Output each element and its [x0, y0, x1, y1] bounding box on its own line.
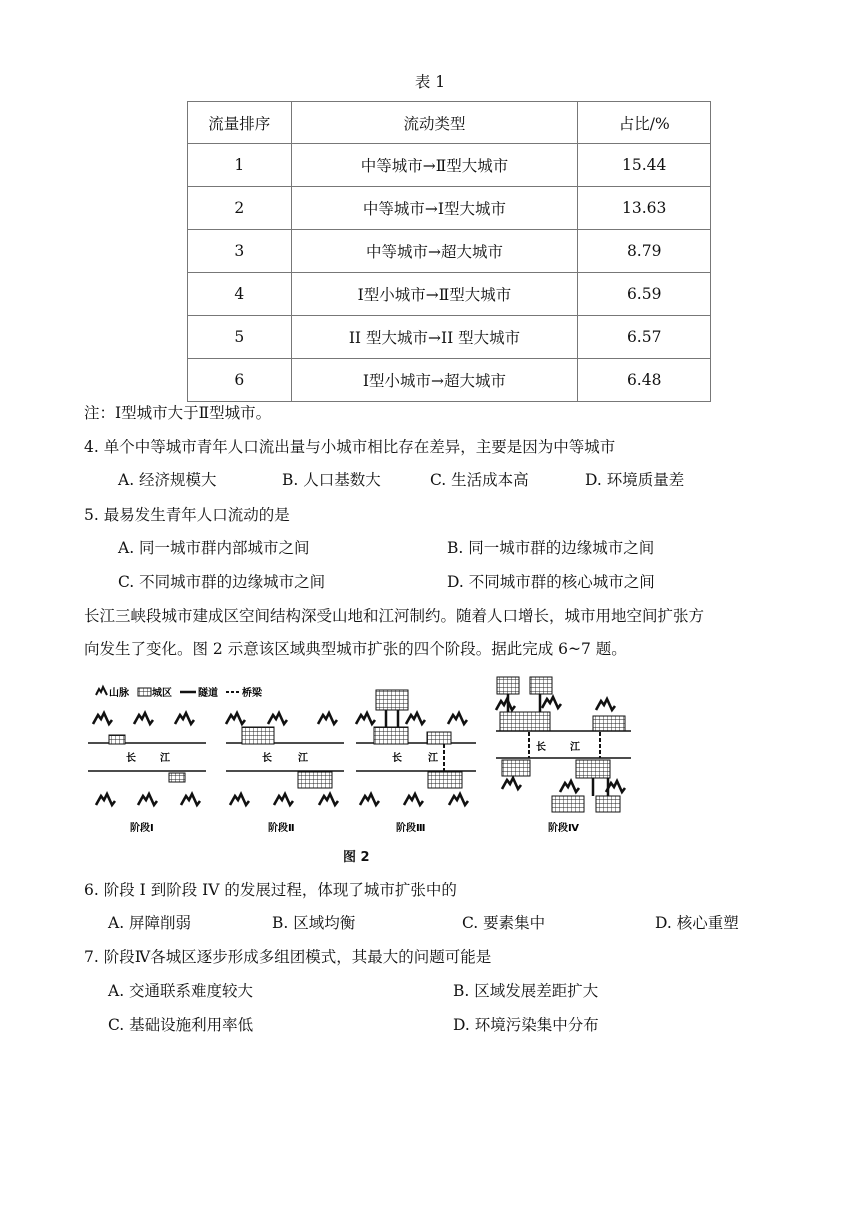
q4-option-a: A. 经济规模大	[118, 471, 217, 489]
stage-3-river-label-2: 江	[428, 753, 438, 764]
table-caption: 表 1	[414, 73, 446, 91]
q6-option-b: B. 区域均衡	[272, 914, 356, 932]
cell-type: 中等城市→Ⅰ型大城市	[291, 187, 578, 230]
q5-option-c: C. 不同城市群的边缘城市之间	[118, 573, 326, 591]
stage-1-label: 阶段Ⅰ	[130, 823, 154, 834]
stage-2-river-label-2: 江	[298, 753, 308, 764]
cell-rank: 2	[188, 187, 292, 230]
cell-rank: 4	[188, 273, 292, 316]
stage-3-river-label-1: 长	[392, 753, 402, 764]
legend	[96, 686, 263, 699]
passage-line-1: 长江三峡段城市建成区空间结构深受山地和江河制约。随着人口增长，城市用地空间扩张方	[84, 607, 705, 625]
cell-rank: 1	[188, 144, 292, 187]
q7-stem: 7. 阶段Ⅳ各城区逐步形成多组团模式，其最大的问题可能是	[84, 948, 492, 966]
stage-2-river-label-1: 长	[262, 753, 272, 764]
cell-share: 6.57	[578, 316, 711, 359]
q4-option-b: B. 人口基数大	[282, 471, 381, 489]
passage-line-2: 向发生了变化。图 2 示意该区域典型城市扩张的四个阶段。据此完成 6~7 题。	[84, 640, 627, 658]
cell-share: 6.48	[578, 359, 711, 402]
cell-share: 13.63	[578, 187, 711, 230]
cell-rank: 3	[188, 230, 292, 273]
header-type: 流动类型	[291, 102, 578, 144]
q6-option-d: D. 核心重塑	[655, 914, 739, 932]
q7-option-d: D. 环境污染集中分布	[453, 1016, 599, 1034]
cell-type: 中等城市→超大城市	[291, 230, 578, 273]
q7-option-b: B. 区域发展差距扩大	[453, 982, 599, 1000]
cell-type: Ⅰ型小城市→Ⅱ型大城市	[291, 273, 578, 316]
q6-option-c: C. 要素集中	[462, 914, 546, 932]
q6-option-a: A. 屏障削弱	[108, 914, 192, 932]
stage-4-river-label-1: 长	[536, 742, 546, 753]
legend-tunnel-label: 隧道	[198, 688, 218, 699]
q5-option-d: D. 不同城市群的核心城市之间	[447, 573, 655, 591]
q5-option-b: B. 同一城市群的边缘城市之间	[447, 539, 655, 557]
figure-2-diagram	[88, 672, 648, 844]
q4-stem: 4. 单个中等城市青年人口流出量与小城市相比存在差异，主要是因为中等城市	[84, 438, 616, 456]
legend-urban-label: 城区	[152, 688, 172, 699]
cell-rank: 5	[188, 316, 292, 359]
table-header-row	[188, 102, 711, 144]
q6-stem: 6. 阶段 I 到阶段 IV 的发展过程，体现了城市扩张中的	[84, 881, 457, 899]
q5-option-a: A. 同一城市群内部城市之间	[118, 539, 310, 557]
table-row	[188, 144, 711, 187]
q4-option-c: C. 生活成本高	[430, 471, 529, 489]
stage-3-panel	[356, 690, 476, 834]
q7-option-c: C. 基础设施利用率低	[108, 1016, 254, 1034]
table-row	[188, 230, 711, 273]
table-row	[188, 316, 711, 359]
cell-type: 中等城市→Ⅱ型大城市	[291, 144, 578, 187]
figure-caption: 图 2	[343, 850, 370, 865]
table-row	[188, 187, 711, 230]
legend-mountain-icon	[96, 687, 107, 695]
flow-table	[187, 101, 711, 402]
q5-stem: 5. 最易发生青年人口流动的是	[84, 506, 290, 524]
cell-type: Ⅰ型小城市→超大城市	[291, 359, 578, 402]
table-row	[188, 359, 711, 402]
q4-option-d: D. 环境质量差	[585, 471, 685, 489]
stage-4-label: 阶段Ⅳ	[548, 823, 579, 834]
stage-1-river-label-2: 江	[160, 753, 170, 764]
cell-share: 15.44	[578, 144, 711, 187]
stage-2-label: 阶段Ⅱ	[268, 823, 295, 834]
header-share: 占比/%	[578, 102, 711, 144]
stage-4-river-label-2: 江	[570, 742, 580, 753]
legend-urban-icon	[138, 688, 151, 696]
cell-share: 8.79	[578, 230, 711, 273]
legend-bridge-label: 桥梁	[242, 688, 262, 699]
cell-type: II 型大城市→II 型大城市	[291, 316, 578, 359]
stage-1-panel	[88, 713, 206, 834]
table-row	[188, 273, 711, 316]
header-rank: 流量排序	[188, 102, 292, 144]
q7-option-a: A. 交通联系难度较大	[108, 982, 254, 1000]
stage-2-panel	[226, 713, 344, 834]
table-note: 注：Ⅰ型城市大于Ⅱ型城市。	[84, 404, 272, 422]
stage-1-river-label-1: 长	[126, 753, 136, 764]
legend-mountain-label: 山脉	[109, 688, 129, 699]
cell-share: 6.59	[578, 273, 711, 316]
cell-rank: 6	[188, 359, 292, 402]
stage-4-panel	[496, 677, 631, 834]
stage-3-label: 阶段Ⅲ	[396, 823, 426, 834]
